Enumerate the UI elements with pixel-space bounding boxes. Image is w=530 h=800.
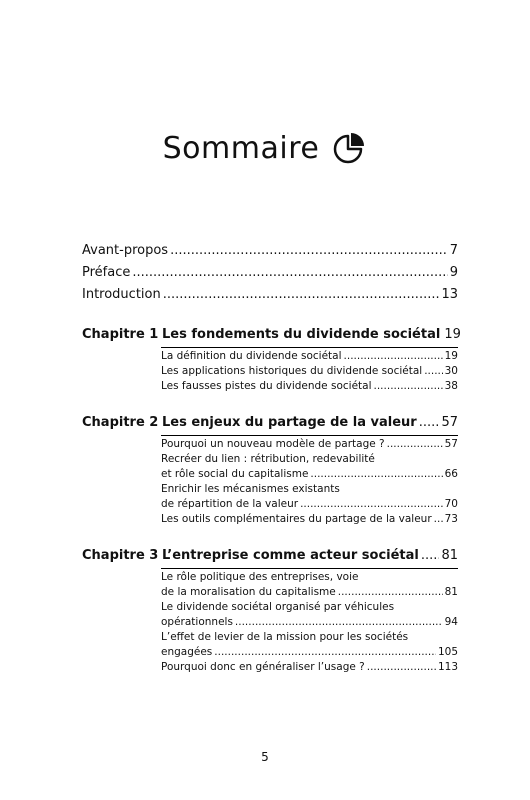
section-title-line: Recréer du lien : rétribution, redevabilité xyxy=(161,453,375,465)
section-title: opérationnels xyxy=(161,616,233,628)
section-page: 105 xyxy=(437,646,458,658)
chapter-heading[interactable] xyxy=(82,545,458,567)
entry-page: 13 xyxy=(441,287,458,302)
dot-leader xyxy=(310,467,442,482)
section-title: Les outils complémentaires du partage de la valeur xyxy=(161,513,432,525)
section-entry[interactable] xyxy=(161,482,458,512)
dot-leader xyxy=(374,379,443,394)
toc-entry-preface[interactable] xyxy=(82,262,458,284)
dot-leader xyxy=(300,497,443,512)
dot-leader xyxy=(163,284,440,306)
section-title: engagées xyxy=(161,646,213,658)
table-of-contents xyxy=(82,240,461,675)
section-title: Pourquoi un nouveau modèle de partage ? xyxy=(161,438,385,450)
page-number: 5 xyxy=(261,750,269,764)
section-page: 38 xyxy=(444,380,458,392)
section-page: 66 xyxy=(444,468,458,480)
chapter-heading[interactable] xyxy=(82,412,458,434)
chapter-1 xyxy=(82,324,461,394)
entry-label: Avant-propos xyxy=(82,243,169,258)
pie-chart-icon xyxy=(331,130,367,166)
page-title: Sommaire xyxy=(162,130,320,166)
dot-leader xyxy=(214,645,436,660)
chapter-number: Chapitre 2 xyxy=(82,415,159,430)
section-page: 94 xyxy=(444,616,458,628)
chapter-sections xyxy=(161,349,458,394)
section-entry[interactable] xyxy=(161,364,458,379)
section-title: de la moralisation du capitalisme xyxy=(161,586,336,598)
section-title-line: Enrichir les mécanismes existants xyxy=(161,483,340,495)
chapter-title: L’entreprise comme acteur sociétal xyxy=(162,548,419,563)
toc-entry-avant-propos[interactable] xyxy=(82,240,458,262)
title-block xyxy=(0,130,530,166)
dot-leader xyxy=(338,585,443,600)
section-entry[interactable] xyxy=(161,349,458,364)
section-title: Les applications historiques du dividende sociétal xyxy=(161,365,423,377)
section-entry[interactable] xyxy=(161,512,458,527)
section-title: La définition du dividende sociétal xyxy=(161,350,342,362)
section-page: 81 xyxy=(444,586,458,598)
chapter-page: 81 xyxy=(441,548,458,563)
entry-page: 7 xyxy=(449,243,458,258)
section-title: Pourquoi donc en généraliser l’usage ? xyxy=(161,661,365,673)
chapter-title: Les enjeux du partage de la valeur xyxy=(162,415,417,430)
dot-leader xyxy=(434,512,443,527)
section-title: de répartition de la valeur xyxy=(161,498,299,510)
front-matter xyxy=(82,240,458,306)
section-entry[interactable] xyxy=(161,630,458,660)
section-title-line: Le rôle politique des entreprises, voie xyxy=(161,571,359,583)
dot-leader xyxy=(387,437,443,452)
section-entry[interactable] xyxy=(161,452,458,482)
section-page: 57 xyxy=(444,438,458,450)
section-page: 73 xyxy=(444,513,458,525)
section-page: 19 xyxy=(444,350,458,362)
dot-leader xyxy=(424,364,442,379)
dot-leader xyxy=(235,615,443,630)
chapter-number: Chapitre 1 xyxy=(82,327,159,342)
section-page: 70 xyxy=(444,498,458,510)
entry-label: Préface xyxy=(82,265,131,280)
section-entry[interactable] xyxy=(161,660,458,675)
chapter-3 xyxy=(82,545,458,675)
chapter-2 xyxy=(82,412,458,527)
section-entry[interactable] xyxy=(161,379,458,394)
section-title-line: L’effet de levier de la mission pour les sociétés xyxy=(161,631,409,643)
entry-page: 9 xyxy=(449,265,458,280)
chapter-sections xyxy=(161,570,458,675)
entry-label: Introduction xyxy=(82,287,161,302)
dot-leader xyxy=(344,349,443,364)
chapter-page: 19 xyxy=(444,327,461,342)
section-entry[interactable] xyxy=(161,437,458,452)
dot-leader xyxy=(170,240,448,262)
chapter-page: 57 xyxy=(441,415,458,430)
section-page: 30 xyxy=(444,365,458,377)
dot-leader xyxy=(421,545,440,567)
dot-leader xyxy=(419,412,440,434)
dot-leader xyxy=(367,660,436,675)
section-title: et rôle social du capitalisme xyxy=(161,468,309,480)
section-title: Les fausses pistes du dividende sociétal xyxy=(161,380,372,392)
chapter-number: Chapitre 3 xyxy=(82,548,159,563)
chapter-sections xyxy=(161,437,458,527)
section-entry[interactable] xyxy=(161,570,458,600)
section-entry[interactable] xyxy=(161,600,458,630)
chapter-title: Les fondements du dividende sociétal xyxy=(162,327,441,342)
section-page: 113 xyxy=(437,661,458,673)
toc-entry-introduction[interactable] xyxy=(82,284,458,306)
chapter-heading[interactable] xyxy=(82,324,461,346)
section-title-line: Le dividende sociétal organisé par véhicules xyxy=(161,601,395,613)
dot-leader xyxy=(132,262,447,284)
